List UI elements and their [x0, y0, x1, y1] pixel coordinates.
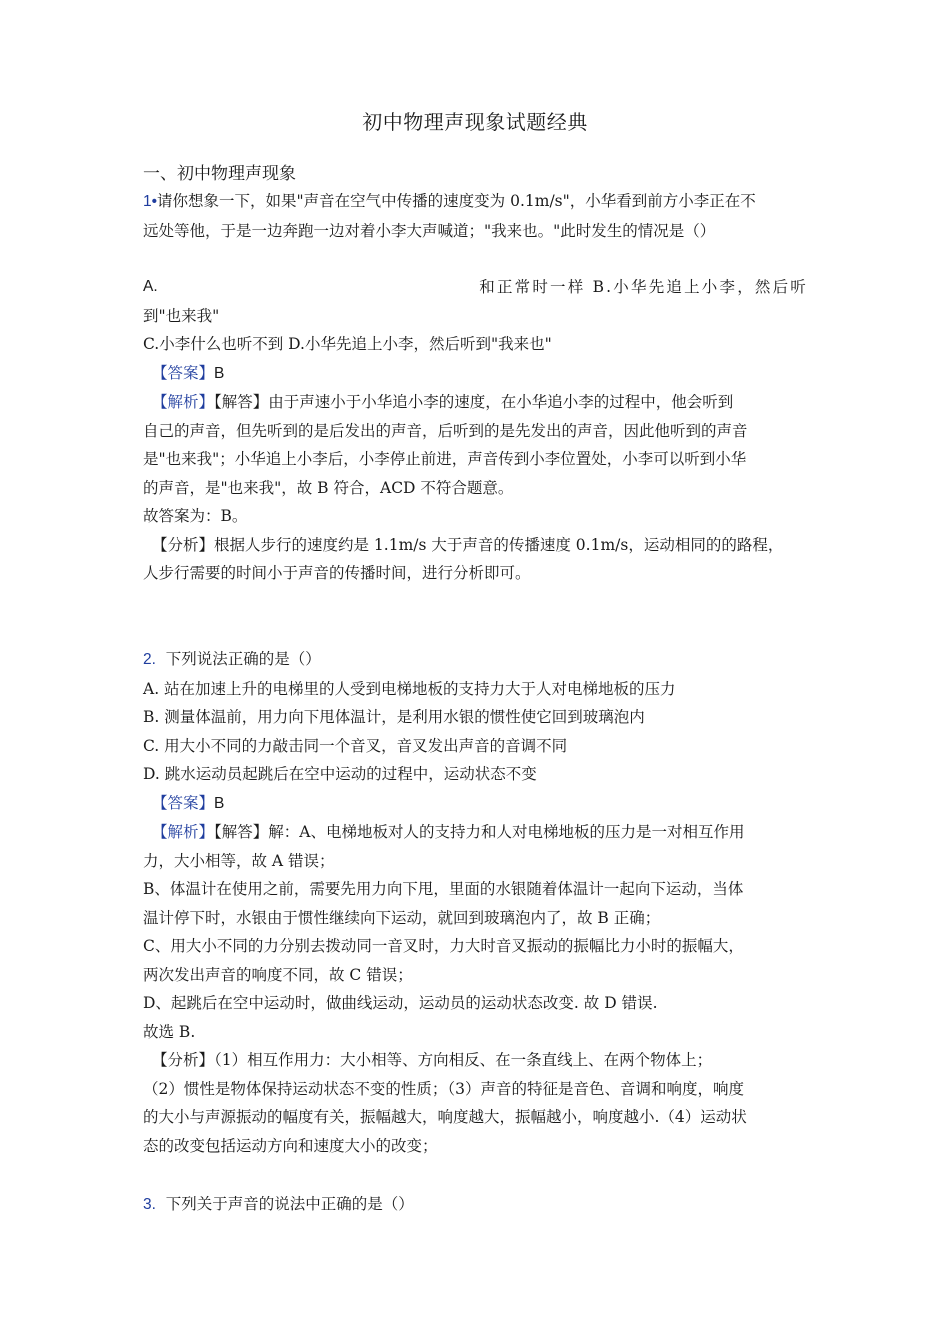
analysis-line: 力，大小相等，故 A 错误；: [143, 851, 335, 870]
question-2: [143, 645, 808, 1160]
option-a-label: A.: [143, 278, 158, 295]
analysis-line: 两次发出声音的响度不同，故 C 错误；: [143, 965, 413, 984]
fenxi-line: 的大小与声源振动的幅度有关，振幅越大，响度越大，振幅越小，响度越小.（4）运动状: [143, 1108, 747, 1126]
option-a: A. 站在加速上升的电梯里的人受到电梯地板的支持力大于人对电梯地板的压力: [143, 679, 676, 698]
option-a-text: 和正常时一样 B.小华先追上小李，然后听: [479, 278, 808, 296]
conclusion: 故答案为：B。: [143, 507, 248, 525]
fenxi-line: 【分析】根据人步行的速度约是 1.1m/s 大于声音的传播速度 0.1m/s，运动相同的的路程，: [152, 535, 784, 554]
fenxi-line: 态的改变包括运动方向和速度大小的改变；: [143, 1136, 438, 1155]
question-stem: 下列说法正确的是（）: [165, 650, 321, 668]
question-number: 3.: [143, 1196, 156, 1213]
analysis-tag: 【解析】: [152, 393, 215, 411]
fenxi-line: 【分析】（1）相互作用力：大小相等、方向相反、在一条直线上、在两个物体上；: [152, 1051, 713, 1069]
question-1-options: [143, 273, 808, 588]
question-3: [143, 1190, 808, 1220]
option-b: B. 测量体温前，用力向下甩体温计，是利用水银的惯性使它回到玻璃泡内: [143, 708, 645, 726]
analysis-line: D、起跳后在空中运动时，做曲线运动，运动员的运动状态改变. 故 D 错误.: [143, 994, 658, 1012]
question-number: 1•: [143, 193, 158, 210]
answer-tag: 【答案】: [152, 363, 215, 382]
question-number: 2.: [143, 651, 156, 668]
analysis-line: 温计停下时，水银由于惯性继续向下运动，就回到玻璃泡内了，故 B 正确；: [143, 908, 661, 927]
section-heading: 一、初中物理声现象: [143, 164, 296, 184]
answer-tag: 【答案】: [152, 793, 215, 812]
analysis-line: 【解答】解：A、电梯地板对人的支持力和人对电梯地板的压力是一对相互作用: [214, 823, 745, 841]
document-title: 初中物理声现象试题经典: [362, 110, 588, 134]
analysis-line: 【解答】由于声速小于小华追小李的速度，在小华追小李的过程中，他会听到: [214, 393, 734, 411]
fenxi-line: 人步行需要的时间小于声音的传播时间，进行分析即可。: [143, 564, 531, 582]
answer-value: B: [214, 794, 225, 812]
analysis-tag: 【解析】: [152, 823, 215, 841]
option-a-continuation: 到"也来我": [143, 306, 220, 325]
question-1: [143, 187, 808, 245]
analysis-line: C、用大小不同的力分别去拨动同一音叉时，力大时音叉振动的振幅比力小时的振幅大，: [143, 937, 744, 955]
conclusion: 故选 B.: [143, 1022, 196, 1041]
option-d: D. 跳水运动员起跳后在空中运动的过程中，运动状态不变: [143, 765, 537, 783]
analysis-line: 是"也来我"；小华追上小李后，小李停止前进，声音传到小李位置处，小李可以听到小华: [143, 450, 747, 468]
analysis-line: 自己的声音，但先听到的是后发出的声音，后听到的是先发出的声音，因此他听到的声音: [143, 421, 748, 440]
option-c-d: C.小李什么也听不到 D.小华先追上小李，然后听到"我来也": [143, 335, 552, 353]
answer-value: B: [214, 364, 225, 382]
analysis-line: 的声音，是"也来我"，故 B 符合，ACD 不符合题意。: [143, 478, 514, 497]
question-stem-line: 远处等他，于是一边奔跑一边对着小李大声喊道；"我来也。"此时发生的情况是（）: [143, 221, 716, 240]
analysis-line: B、体温计在使用之前，需要先用力向下甩，里面的水银随着体温计一起向下运动，当体: [143, 880, 744, 898]
option-c: C. 用大小不同的力敲击同一个音叉，音叉发出声音的音调不同: [143, 736, 568, 755]
question-stem: 下列关于声音的说法中正确的是（）: [165, 1195, 414, 1213]
fenxi-line: （2）惯性是物体保持运动状态不变的性质；（3）声音的特征是音色、音调和响度，响度: [143, 1079, 744, 1098]
question-stem-line: 请你想象一下，如果"声音在空气中传播的速度变为 0.1m/s"，小华看到前方小李正在不: [157, 192, 756, 210]
